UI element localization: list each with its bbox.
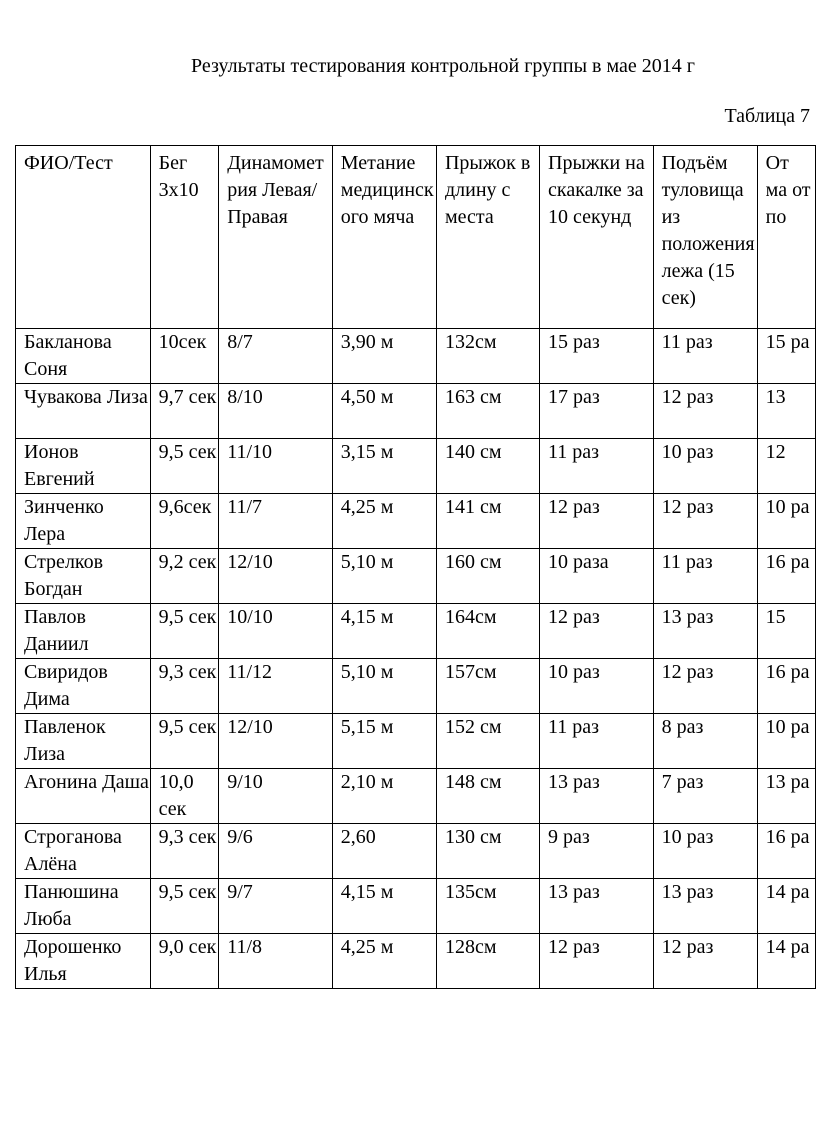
- cell-name: Панюшина Люба: [16, 879, 151, 934]
- header-name: ФИО/Тест: [16, 146, 151, 329]
- cell-run: 9,3 сек: [150, 824, 219, 879]
- table-row: [16, 604, 816, 659]
- cell-ball-throw: 5,15 м: [332, 714, 436, 769]
- cell-sit-ups: 7 раз: [653, 769, 757, 824]
- cell-name: Строганова Алёна: [16, 824, 151, 879]
- cell-rope-jumps: 12 раз: [540, 604, 654, 659]
- cell-name: Свиридов Дима: [16, 659, 151, 714]
- cell-dynamometry: 11/12: [219, 659, 333, 714]
- header-dynamometry: Динамометрия Левая/Правая: [219, 146, 333, 329]
- cell-name: Ионов Евгений: [16, 439, 151, 494]
- cell-sit-ups: 10 раз: [653, 439, 757, 494]
- cell-push-ups: 10 ра: [757, 494, 815, 549]
- cell-push-ups: 15 ра: [757, 329, 815, 384]
- cell-ball-throw: 3,90 м: [332, 329, 436, 384]
- cell-long-jump: 135см: [436, 879, 539, 934]
- table-row: [16, 494, 816, 549]
- header-sit-ups: Подъём туловища из положения лежа (15 сек): [653, 146, 757, 329]
- cell-rope-jumps: 12 раз: [540, 934, 654, 989]
- cell-rope-jumps: 9 раз: [540, 824, 654, 879]
- cell-rope-jumps: 17 раз: [540, 384, 654, 439]
- cell-ball-throw: 4,15 м: [332, 879, 436, 934]
- cell-name: Агонина Даша: [16, 769, 151, 824]
- cell-ball-throw: 5,10 м: [332, 549, 436, 604]
- results-table: [15, 145, 816, 989]
- header-long-jump: Прыжок в длину с места: [436, 146, 539, 329]
- cell-name: Зинченко Лера: [16, 494, 151, 549]
- table-row: [16, 714, 816, 769]
- table-row: [16, 824, 816, 879]
- cell-dynamometry: 11/8: [219, 934, 333, 989]
- cell-name: Бакланова Соня: [16, 329, 151, 384]
- cell-ball-throw: 2,60: [332, 824, 436, 879]
- cell-push-ups: 10 ра: [757, 714, 815, 769]
- cell-dynamometry: 12/10: [219, 549, 333, 604]
- cell-rope-jumps: 11 раз: [540, 714, 654, 769]
- cell-rope-jumps: 11 раз: [540, 439, 654, 494]
- header-push-ups: От ма от по: [757, 146, 815, 329]
- cell-ball-throw: 4,25 м: [332, 934, 436, 989]
- cell-long-jump: 132см: [436, 329, 539, 384]
- cell-push-ups: 13 ра: [757, 769, 815, 824]
- table-row: [16, 769, 816, 824]
- cell-long-jump: 140 см: [436, 439, 539, 494]
- cell-name: Дорошенко Илья: [16, 934, 151, 989]
- cell-dynamometry: 10/10: [219, 604, 333, 659]
- cell-rope-jumps: 10 раза: [540, 549, 654, 604]
- cell-push-ups: 13: [757, 384, 815, 439]
- cell-rope-jumps: 15 раз: [540, 329, 654, 384]
- cell-long-jump: 157см: [436, 659, 539, 714]
- cell-dynamometry: 11/7: [219, 494, 333, 549]
- cell-run: 9,3 сек: [150, 659, 219, 714]
- cell-dynamometry: 8/10: [219, 384, 333, 439]
- header-rope-jumps: Прыжки на скакалке за 10 секунд: [540, 146, 654, 329]
- cell-run: 9,5 сек: [150, 879, 219, 934]
- cell-push-ups: 14 ра: [757, 934, 815, 989]
- cell-sit-ups: 8 раз: [653, 714, 757, 769]
- cell-sit-ups: 13 раз: [653, 879, 757, 934]
- cell-ball-throw: 2,10 м: [332, 769, 436, 824]
- cell-long-jump: 160 см: [436, 549, 539, 604]
- cell-ball-throw: 3,15 м: [332, 439, 436, 494]
- cell-sit-ups: 10 раз: [653, 824, 757, 879]
- cell-run: 9,7 сек: [150, 384, 219, 439]
- cell-long-jump: 141 см: [436, 494, 539, 549]
- cell-push-ups: 16 ра: [757, 659, 815, 714]
- cell-sit-ups: 11 раз: [653, 329, 757, 384]
- header-ball-throw: Метание медицинского мяча: [332, 146, 436, 329]
- cell-name: Павленок Лиза: [16, 714, 151, 769]
- cell-push-ups: 15: [757, 604, 815, 659]
- header-run: Бег 3х10: [150, 146, 219, 329]
- cell-dynamometry: 11/10: [219, 439, 333, 494]
- cell-sit-ups: 12 раз: [653, 494, 757, 549]
- table-row: [16, 549, 816, 604]
- cell-push-ups: 14 ра: [757, 879, 815, 934]
- table-row: [16, 879, 816, 934]
- cell-dynamometry: 9/6: [219, 824, 333, 879]
- cell-run: 10,0 сек: [150, 769, 219, 824]
- cell-long-jump: 148 см: [436, 769, 539, 824]
- cell-dynamometry: 9/7: [219, 879, 333, 934]
- table-row: [16, 329, 816, 384]
- table-row: [16, 384, 816, 439]
- cell-push-ups: 16 ра: [757, 549, 815, 604]
- cell-sit-ups: 12 раз: [653, 934, 757, 989]
- cell-run: 9,2 сек: [150, 549, 219, 604]
- cell-dynamometry: 9/10: [219, 769, 333, 824]
- cell-dynamometry: 12/10: [219, 714, 333, 769]
- table-header-row: [16, 146, 816, 329]
- cell-run: 9,5 сек: [150, 714, 219, 769]
- cell-run: 10сек: [150, 329, 219, 384]
- cell-name: Чувакова Лиза: [16, 384, 151, 439]
- cell-long-jump: 163 см: [436, 384, 539, 439]
- cell-rope-jumps: 13 раз: [540, 769, 654, 824]
- cell-sit-ups: 13 раз: [653, 604, 757, 659]
- cell-long-jump: 128см: [436, 934, 539, 989]
- cell-ball-throw: 4,15 м: [332, 604, 436, 659]
- cell-ball-throw: 5,10 м: [332, 659, 436, 714]
- cell-run: 9,5 сек: [150, 604, 219, 659]
- document-title: Результаты тестирования контрольной группы в мае 2014 г: [191, 55, 695, 77]
- cell-long-jump: 164см: [436, 604, 539, 659]
- table-row: [16, 934, 816, 989]
- cell-rope-jumps: 12 раз: [540, 494, 654, 549]
- cell-run: 9,0 сек: [150, 934, 219, 989]
- table-row: [16, 439, 816, 494]
- cell-run: 9,5 сек: [150, 439, 219, 494]
- cell-long-jump: 130 см: [436, 824, 539, 879]
- cell-push-ups: 12: [757, 439, 815, 494]
- cell-name: Павлов Даниил: [16, 604, 151, 659]
- cell-ball-throw: 4,25 м: [332, 494, 436, 549]
- cell-rope-jumps: 10 раз: [540, 659, 654, 714]
- cell-run: 9,6сек: [150, 494, 219, 549]
- cell-dynamometry: 8/7: [219, 329, 333, 384]
- cell-long-jump: 152 см: [436, 714, 539, 769]
- cell-ball-throw: 4,50 м: [332, 384, 436, 439]
- cell-sit-ups: 12 раз: [653, 384, 757, 439]
- table-number-label: Таблица 7: [724, 105, 810, 127]
- cell-push-ups: 16 ра: [757, 824, 815, 879]
- cell-sit-ups: 12 раз: [653, 659, 757, 714]
- cell-name: Стрелков Богдан: [16, 549, 151, 604]
- cell-rope-jumps: 13 раз: [540, 879, 654, 934]
- cell-sit-ups: 11 раз: [653, 549, 757, 604]
- table-row: [16, 659, 816, 714]
